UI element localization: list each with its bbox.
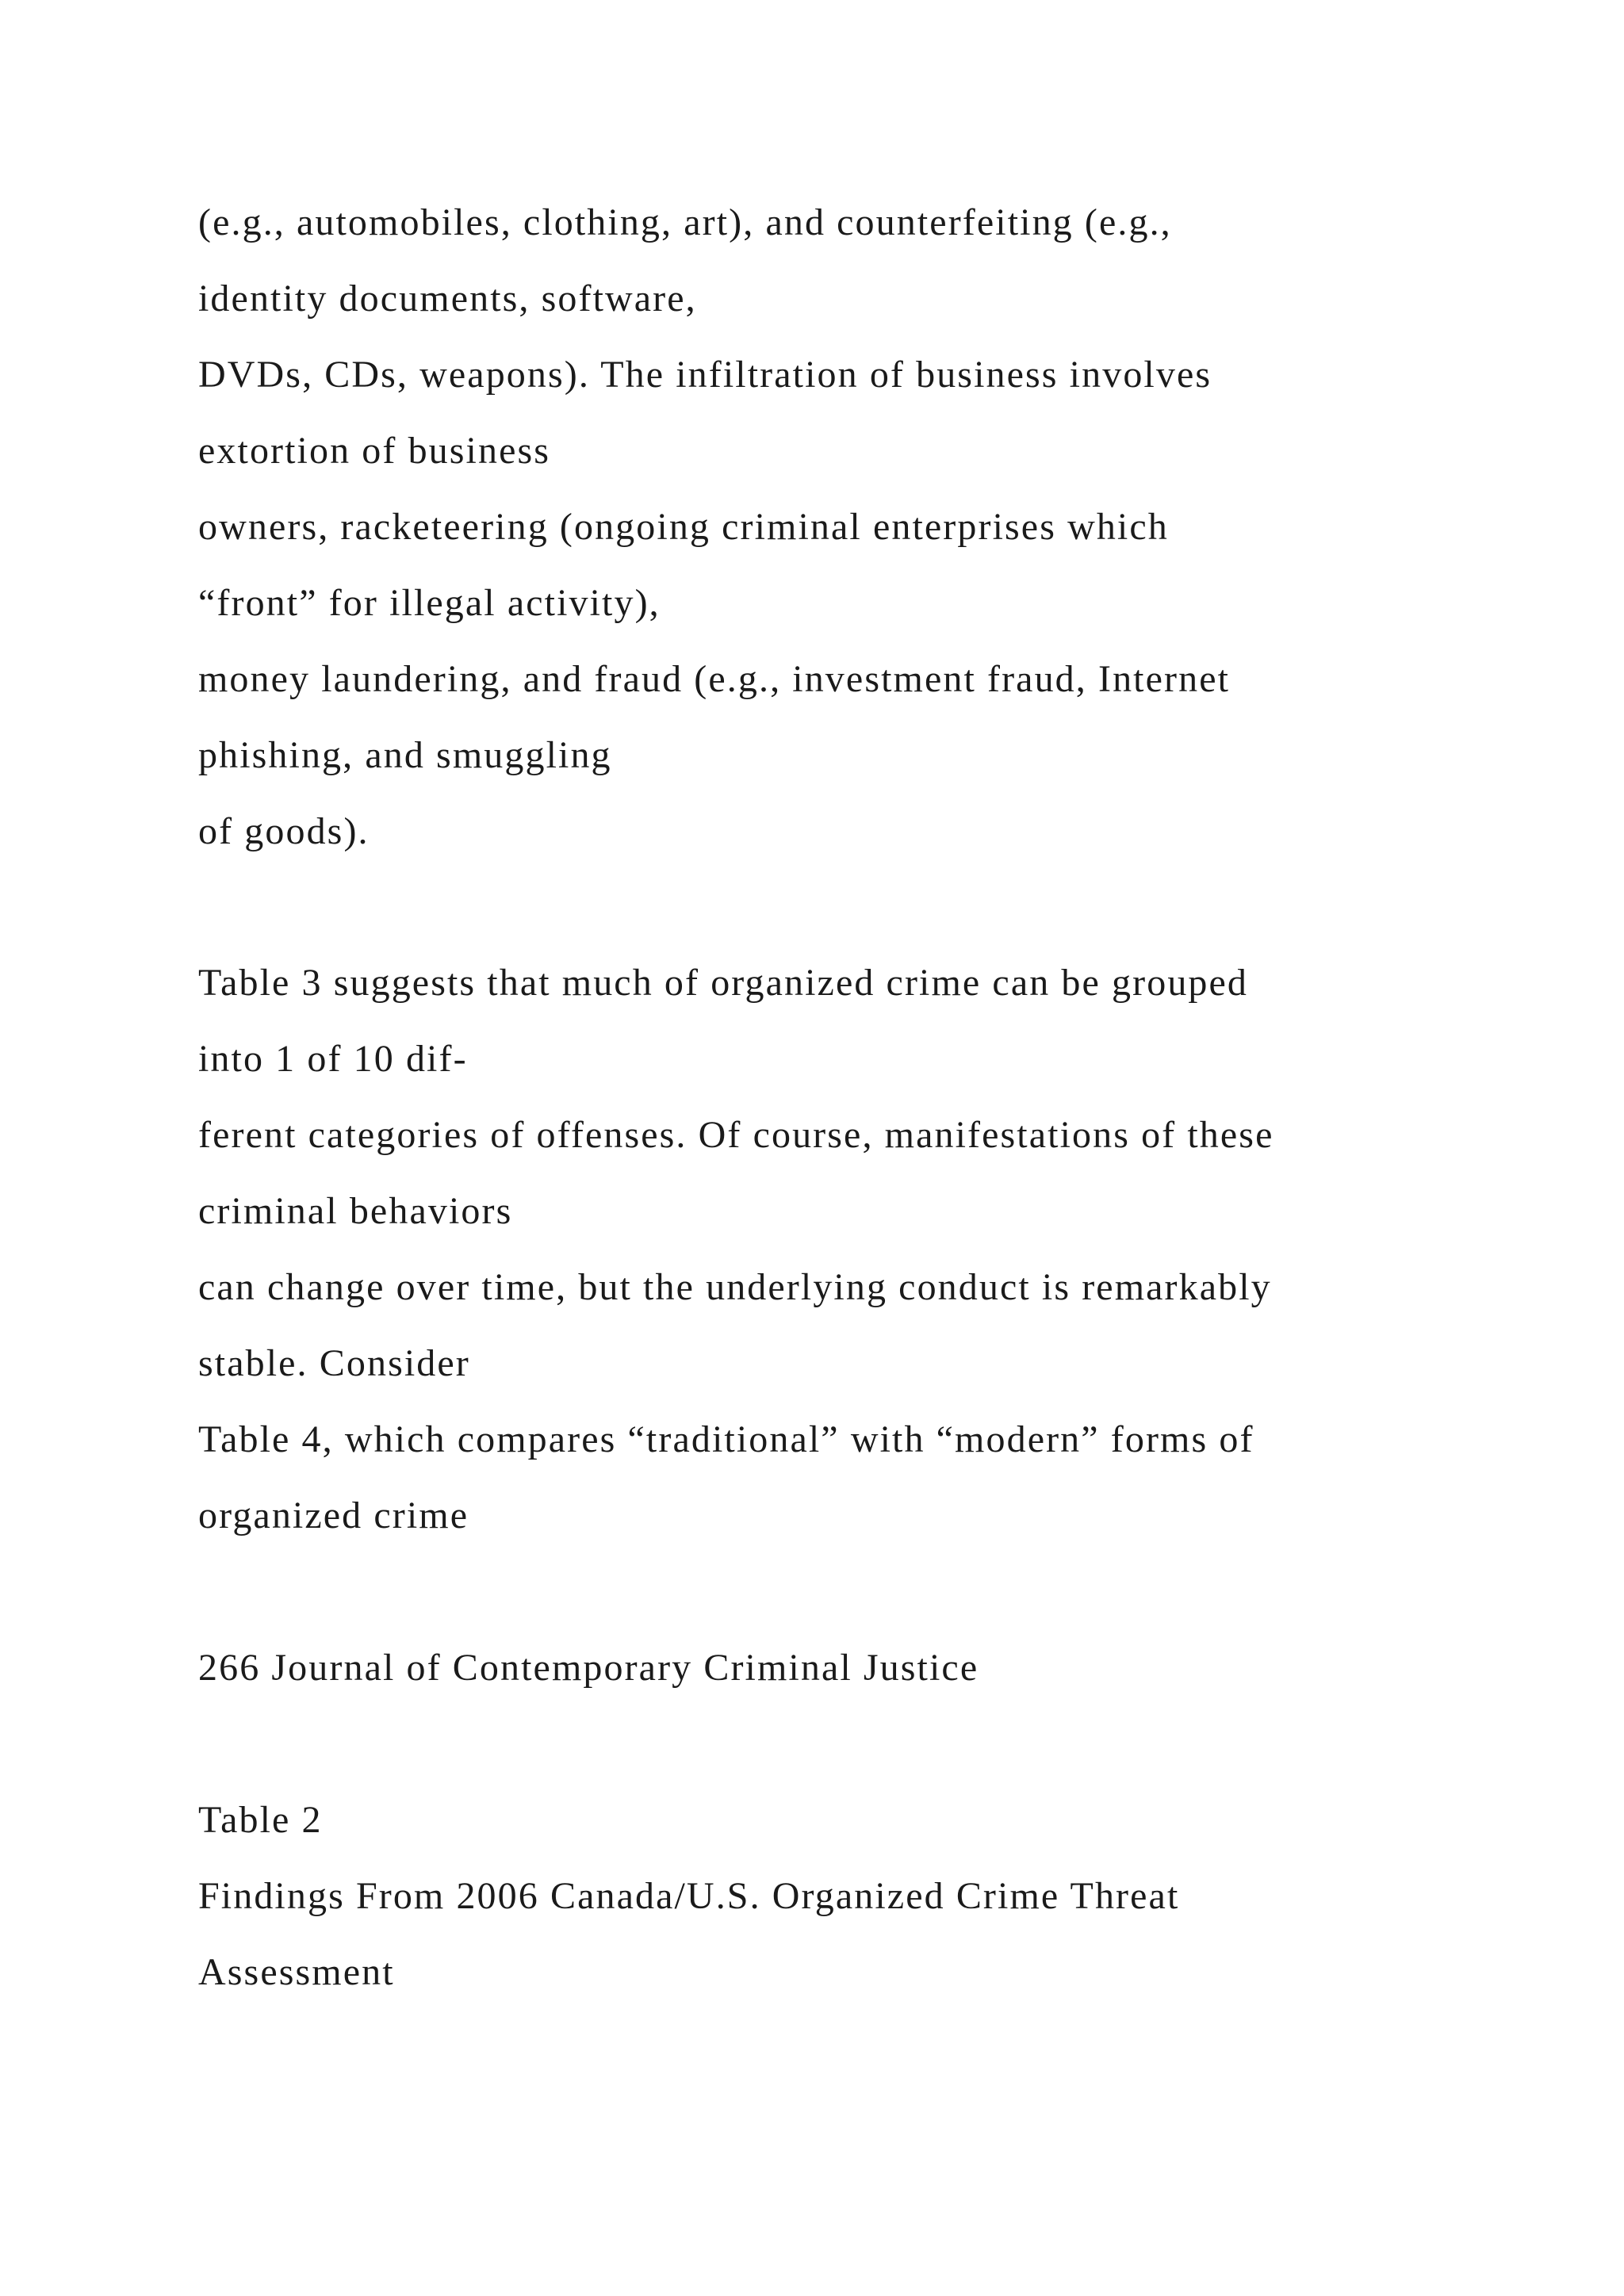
- text-line: (e.g., automobiles, clothing, art), and counterfeiting (e.g.,: [198, 201, 1172, 243]
- text-line: into 1 of 10 dif-: [198, 1038, 468, 1080]
- text-line: stable. Consider: [198, 1342, 470, 1384]
- text-line: Assessment: [198, 1951, 395, 1993]
- text-line: Table 3 suggests that much of organized crime can be grouped: [198, 962, 1249, 1004]
- text-line: DVDs, CDs, weapons). The infiltration of business involves: [198, 354, 1212, 396]
- text-line: money laundering, and fraud (e.g., investment fraud, Internet: [198, 658, 1231, 700]
- text-line: owners, racketeering (ongoing criminal enterprises which: [198, 506, 1169, 548]
- text-line: identity documents, software,: [198, 277, 697, 320]
- text-line: Findings From 2006 Canada/U.S. Organized Crime Threat: [198, 1875, 1180, 1917]
- table-label: Table 2: [198, 1799, 323, 1841]
- text-line: extortion of business: [198, 430, 551, 472]
- text-line: of goods).: [198, 810, 370, 852]
- text-line: “front” for illegal activity),: [198, 582, 661, 624]
- text-line: organized crime: [198, 1494, 469, 1536]
- text-line: criminal behaviors: [198, 1190, 513, 1232]
- text-line: ferent categories of offenses. Of course, manifestations of these: [198, 1114, 1274, 1156]
- text-line: phishing, and smuggling: [198, 734, 612, 776]
- text-line: Table 4, which compares “traditional” with “modern” forms of: [198, 1418, 1254, 1460]
- text-line: can change over time, but the underlying conduct is remarkably: [198, 1266, 1272, 1308]
- running-header: 266 Journal of Contemporary Criminal Justice: [198, 1647, 979, 1689]
